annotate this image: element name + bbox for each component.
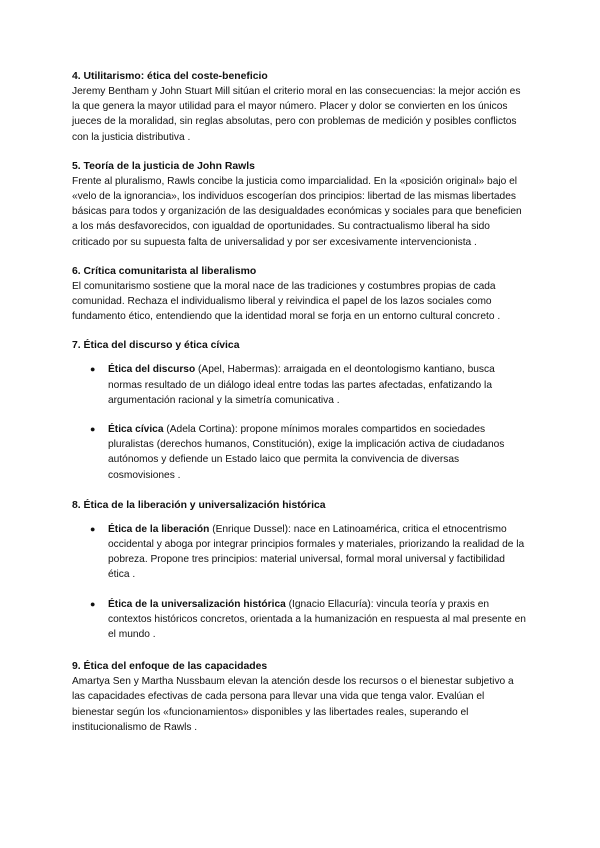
section-heading: 7. Ética del discurso y ética cívica <box>72 340 240 352</box>
section-discurso-civica <box>72 339 528 482</box>
list-item-text: (Enrique Dussel): nace en Latinoamérica, critica el etnocentrismo occidental y aboga por integrar principios formales y materiales, priorizando la realidad de la pobreza. Propone tres principios: material universal, formal moral universal y factibilidad ética . <box>108 523 525 581</box>
section-utilitarismo <box>72 70 528 145</box>
bullet-icon: ● <box>90 364 96 375</box>
section-heading: 9. Ética del enfoque de las capacidades <box>72 661 268 673</box>
bullet-list <box>72 362 528 482</box>
section-heading: 6. Crítica comunitarista al liberalismo <box>72 265 257 277</box>
bullet-icon: ● <box>90 598 96 609</box>
section-heading: 4. Utilitarismo: ética del coste-beneficio <box>72 71 268 82</box>
bullet-list <box>72 522 528 642</box>
section-body: Frente al pluralismo, Rawls concibe la justicia como imparcialidad. En la «posición original» bajo el «velo de la ignorancia», los individuos escogerían dos principios: libertad de las mismas libertades básicas para todos y organización de las desigualdades económicas y sociales para que beneficien a los más desfavorecidos, con igualdad de oportunidades. Su contractualismo liberal ha sido criticado por su supuesta falta de universalidad y por ser excesivamente intervencionista . <box>72 175 522 248</box>
section-comunitarismo <box>72 265 528 325</box>
section-body: Amartya Sen y Martha Nussbaum elevan la atención desde los recursos o el bienestar subjetivo a las capacidades efectivas de cada persona para llevar una vida que tenga valor. Evalúan el bienestar según los «funcionamientos» disponibles y las libertades reales, superando el institucionalismo de Rawls . <box>72 676 514 733</box>
section-capacidades <box>72 660 528 735</box>
section-body: El comunitarismo sostiene que la moral nace de las tradiciones y costumbres propias de cada comunidad. Rechaza el individualismo liberal y reivindica el papel de los lazos sociales como fundamento ético, entendiendo que la identidad moral se forja en un entorno cultural concreto . <box>72 280 501 323</box>
list-item <box>72 597 528 643</box>
document-page <box>72 70 528 735</box>
list-item-text: (Apel, Habermas): arraigada en el deontologismo kantiano, busca normas resultado de un diálogo ideal entre todas las partes afectadas, enfatizando la argumentación racional y la simetría comunicativa . <box>108 364 495 406</box>
list-item-term: Ética de la liberación <box>108 523 210 535</box>
list-item-term: Ética de la universalización histórica <box>108 598 286 610</box>
list-item-text: (Ignacio Ellacuría): vincula teoría y praxis en contextos históricos concretos, orientada a la humanización en respuesta al mal presente en el mundo . <box>108 598 526 641</box>
section-heading: 5. Teoría de la justicia de John Rawls <box>72 160 255 172</box>
section-heading: 8. Ética de la liberación y universalización histórica <box>72 499 326 511</box>
section-liberacion <box>72 499 528 642</box>
list-item <box>72 362 528 408</box>
section-body: Jeremy Bentham y John Stuart Mill sitúan el criterio moral en las consecuencias: la mejor acción es la que genera la mayor utilidad para el mayor número. Placer y dolor se convierten en los únicos jueces de la moralidad, sin reglas absolutas, pero con problemas de medición y posibles conflictos con la justicia distributiva . <box>72 86 521 143</box>
list-item <box>72 422 528 483</box>
section-rawls <box>72 160 528 250</box>
list-item <box>72 522 528 583</box>
list-item-term: Ética cívica <box>108 424 164 436</box>
list-item-term: Ética del discurso <box>108 364 196 376</box>
bullet-icon: ● <box>90 523 96 534</box>
list-item-text: (Adela Cortina): propone mínimos morales compartidos en sociedades pluralistas (derechos humanos, Constitución), exige la implicación activa de ciudadanos autónomos y defiende un Estado laico que permita la convivencia de diversas cosmovisiones . <box>108 424 505 481</box>
bullet-icon: ● <box>90 424 96 435</box>
